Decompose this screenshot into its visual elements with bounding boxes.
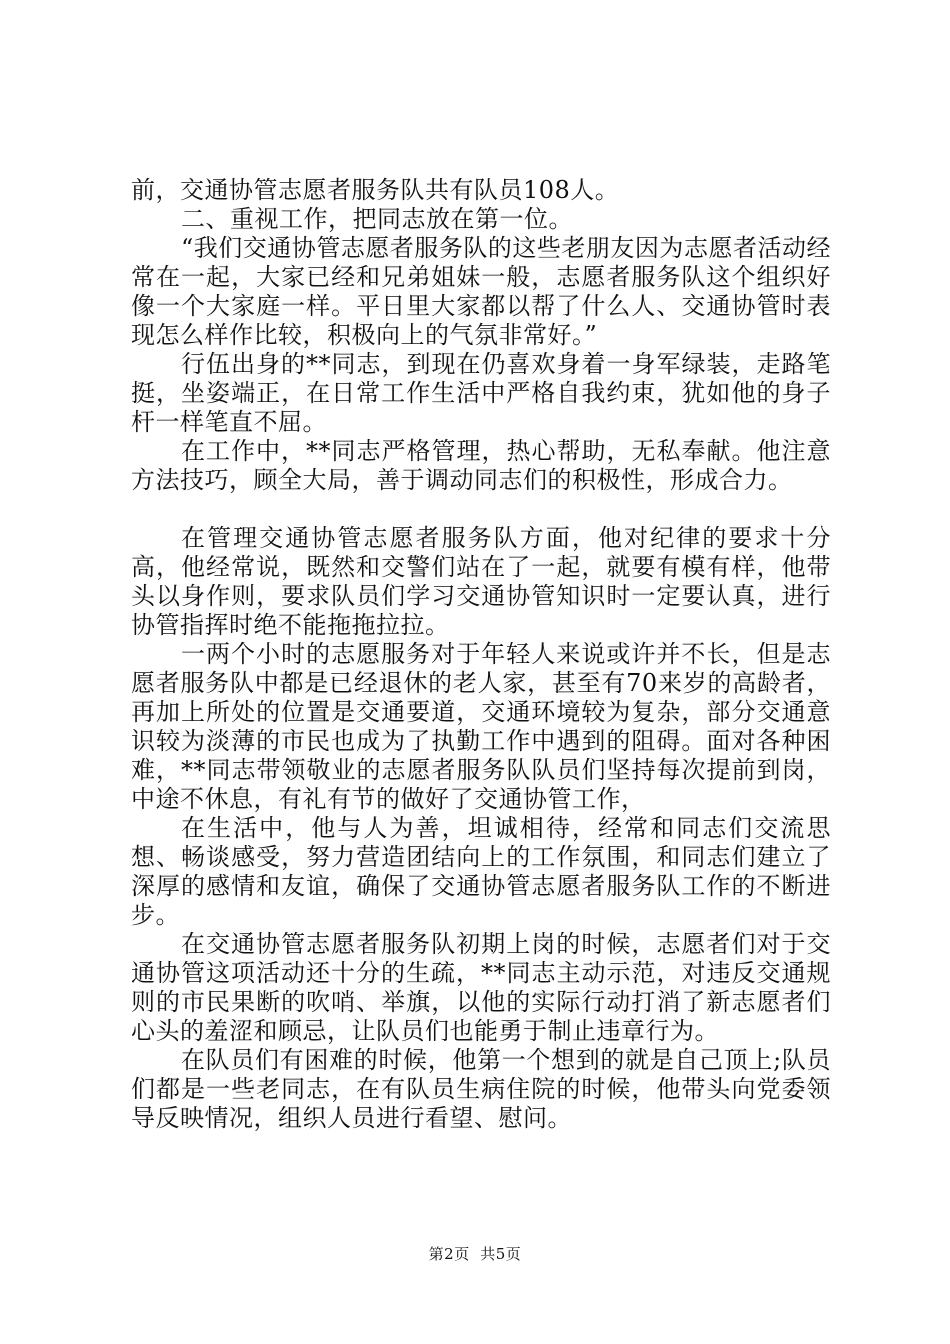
paragraph-3: “我们交通协管志愿者服务队的这些老朋友因为志愿者活动经常在一起，大家已经和兄弟姐妹一般，志愿者服务队这个组织好像一个大家庭一样。平日里大家都以帮了什么人、交通协管时表现怎么样作比较，积极向上的气氛非常好。” (131, 234, 831, 349)
paragraph-7: 一两个小时的志愿服务对于年轻人来说或许并不长，但是志愿者服务队中都是已经退休的老人家，甚至有70来岁的高龄者，再加上所处的位置是交通要道，交通环境较为复杂，部分交通意识较为淡薄的市民也成为了执勤工作中遇到的阻碍。面对各种困难，**同志带领敬业的志愿者服务队队员们坚持每次提前到岗，中途不休息，有礼有节的做好了交通协管工作， (131, 640, 831, 813)
paragraph-6: 在管理交通协管志愿者服务队方面，他对纪律的要求十分高，他经常说，既然和交警们站在了一起，就要有模有样，他带头以身作则，要求队员们学习交通协管知识时一定要认真，进行协管指挥时绝不能拖拖拉拉。 (131, 524, 831, 639)
paragraph-5: 在工作中，**同志严格管理，热心帮助，无私奉献。他注意方法技巧，顾全大局，善于调动同志们的积极性，形成合力。 (131, 437, 831, 494)
paragraph-9: 在交通协管志愿者服务队初期上岗的时候，志愿者们对于交通协管这项活动还十分的生疏，**同志主动示范，对违反交通规则的市民果断的吹哨、举旗，以他的实际行动打消了新志愿者们心头的羞涩和顾忌，让队员们也能勇于制止违章行为。 (131, 930, 831, 1045)
footer-separator (470, 1245, 481, 1263)
paragraph-10: 在队员们有困难的时候，他第一个想到的就是自己顶上;队员们都是一些老同志，在有队员生病住院的时候，他带头向党委领导反映情况，组织人员进行看望、慰问。 (131, 1046, 831, 1132)
page-number: 第2页 (428, 1245, 470, 1263)
paragraph-4: 行伍出身的**同志，到现在仍喜欢身着一身军绿装，走路笔挺，坐姿端正，在日常工作生活中严格自我约束，犹如他的身子杆一样笔直不屈。 (131, 350, 831, 436)
paragraph-8: 在生活中，他与人为善，坦诚相待，经常和同志们交流思想、畅谈感受，努力营造团结向上的工作氛围，和同志们建立了深厚的感情和友谊，确保了交通协管志愿者服务队工作的不断进步。 (131, 814, 831, 929)
paragraph-1: 前，交通协管志愿者服务队共有队员108人。 (131, 176, 620, 204)
page-total: 共5页 (480, 1245, 522, 1263)
page-footer (0, 1244, 950, 1264)
paragraph-2: 二、重视工作，把同志放在第一位。 (181, 205, 573, 233)
document-body (131, 176, 831, 1133)
